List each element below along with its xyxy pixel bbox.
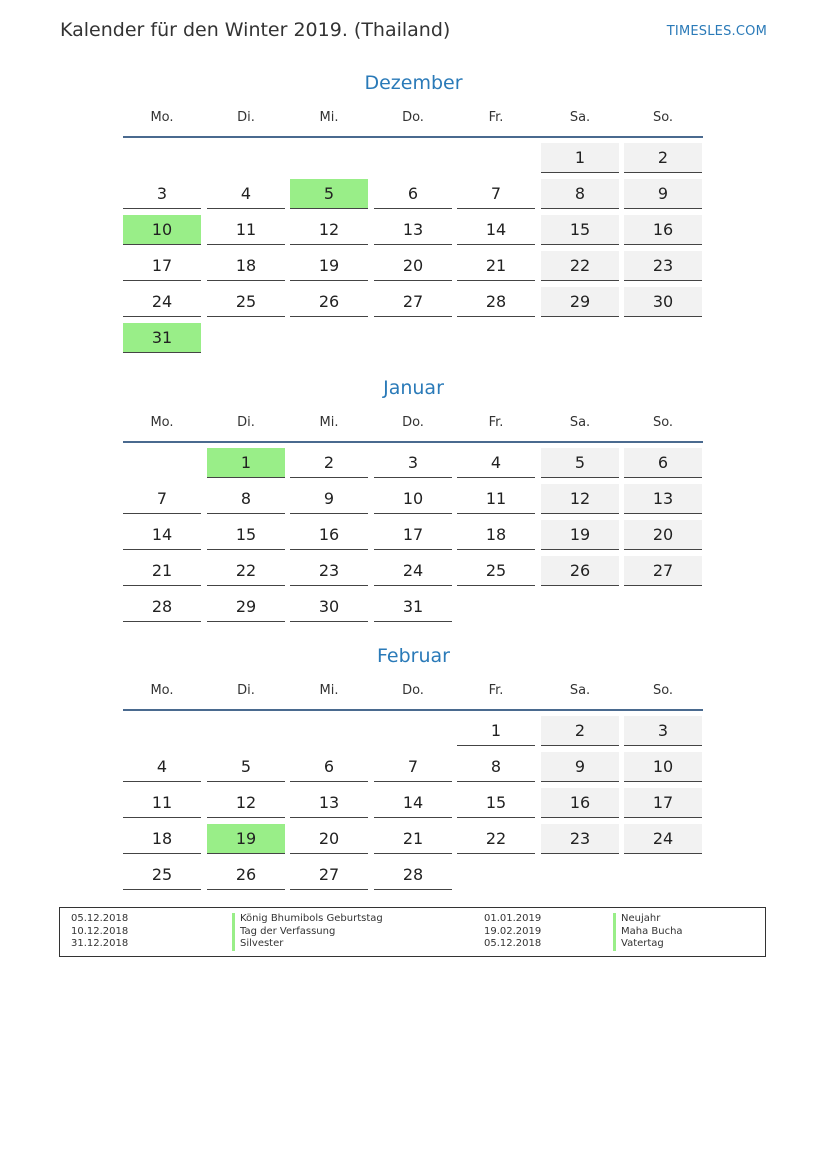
day-cell: 30 — [624, 287, 702, 317]
day-cell: 13 — [624, 484, 702, 514]
month-title: Februar — [377, 645, 450, 667]
day-cell: 11 — [457, 484, 535, 514]
day-cell: 13 — [374, 215, 452, 245]
day-cell: 3 — [374, 448, 452, 478]
legend-holiday-name: König Bhumibols Geburtstag — [232, 913, 383, 926]
weekday-label: Fr. — [488, 683, 504, 698]
day-cell: 9 — [624, 179, 702, 209]
weekday-label: Mi. — [319, 110, 339, 125]
day-cell: 3 — [624, 716, 702, 746]
legend-holiday-name: Tag der Verfassung — [232, 926, 383, 939]
day-cell: 22 — [457, 824, 535, 854]
day-cell: 27 — [374, 287, 452, 317]
weekday-label: So. — [652, 415, 674, 430]
day-cell: 12 — [541, 484, 619, 514]
day-cell: 16 — [541, 788, 619, 818]
weekday-header — [123, 110, 703, 130]
day-cell: 21 — [457, 251, 535, 281]
weekday-label: Do. — [402, 415, 424, 430]
day-cell: 24 — [374, 556, 452, 586]
legend-holiday-name: Silvester — [232, 938, 383, 951]
day-cell: 29 — [541, 287, 619, 317]
day-cell: 18 — [457, 520, 535, 550]
day-cell: 20 — [374, 251, 452, 281]
day-cell: 21 — [374, 824, 452, 854]
day-cell: 23 — [624, 251, 702, 281]
day-cell-holiday: 5 — [290, 179, 368, 209]
day-cell: 7 — [374, 752, 452, 782]
day-cell: 11 — [123, 788, 201, 818]
day-cell: 2 — [541, 716, 619, 746]
day-cell: 2 — [290, 448, 368, 478]
day-cell: 19 — [290, 251, 368, 281]
day-cell: 23 — [290, 556, 368, 586]
day-cell-holiday: 10 — [123, 215, 201, 245]
day-cell: 3 — [123, 179, 201, 209]
weekday-label: Mo. — [150, 683, 174, 698]
weekday-label: Mo. — [150, 415, 174, 430]
legend-holiday-name: Maha Bucha — [613, 926, 683, 939]
day-cell: 15 — [541, 215, 619, 245]
legend-names-right — [613, 913, 683, 951]
day-cell-holiday: 1 — [207, 448, 285, 478]
day-cell: 25 — [457, 556, 535, 586]
month-block — [0, 375, 827, 616]
day-cell: 26 — [290, 287, 368, 317]
legend-date: 31.12.2018 — [71, 938, 129, 950]
day-cell: 30 — [290, 592, 368, 622]
legend-date: 05.12.2018 — [71, 913, 129, 924]
day-cell: 12 — [290, 215, 368, 245]
day-cell: 27 — [624, 556, 702, 586]
legend-dates-right — [484, 913, 541, 951]
day-cell: 1 — [541, 143, 619, 173]
day-cell: 4 — [123, 752, 201, 782]
day-cell: 11 — [207, 215, 285, 245]
day-cell: 28 — [123, 592, 201, 622]
header-rule — [123, 441, 703, 443]
day-cell: 6 — [374, 179, 452, 209]
day-cell: 1 — [457, 716, 535, 746]
day-cell: 10 — [624, 752, 702, 782]
day-cell: 22 — [541, 251, 619, 281]
day-cell: 28 — [374, 860, 452, 890]
weekday-label: Sa. — [569, 110, 591, 125]
day-cell: 19 — [541, 520, 619, 550]
month-block — [0, 643, 827, 884]
legend-date: 05.12.2018 — [484, 938, 542, 950]
legend-holiday-name: Vatertag — [613, 938, 683, 951]
day-cell: 31 — [374, 592, 452, 622]
day-cell: 9 — [290, 484, 368, 514]
weekday-label: Sa. — [569, 683, 591, 698]
weekday-label: Sa. — [569, 415, 591, 430]
weekday-label: Do. — [402, 110, 424, 125]
day-cell: 6 — [290, 752, 368, 782]
legend-date: 19.02.2019 — [484, 925, 542, 937]
day-cell: 13 — [290, 788, 368, 818]
day-cell-holiday: 19 — [207, 824, 285, 854]
weekday-label: So. — [652, 110, 674, 125]
day-cell: 17 — [374, 520, 452, 550]
day-cell: 14 — [123, 520, 201, 550]
month-block — [0, 70, 827, 347]
weekday-label: Di. — [237, 683, 255, 698]
day-cell: 8 — [457, 752, 535, 782]
weekday-label: Do. — [402, 683, 424, 698]
month-title: Januar — [383, 377, 444, 399]
day-cell: 17 — [123, 251, 201, 281]
weekday-label: Fr. — [488, 110, 504, 125]
day-cell: 16 — [290, 520, 368, 550]
day-cell: 4 — [207, 179, 285, 209]
day-cell: 18 — [207, 251, 285, 281]
day-cell: 8 — [541, 179, 619, 209]
day-cell: 15 — [207, 520, 285, 550]
weekday-label: Fr. — [488, 415, 504, 430]
weekday-label: Mi. — [319, 415, 339, 430]
day-cell: 28 — [457, 287, 535, 317]
day-cell: 14 — [374, 788, 452, 818]
weekday-label: Mo. — [150, 110, 174, 125]
page-title: Kalender für den Winter 2019. (Thailand) — [60, 19, 451, 41]
site-link[interactable]: TIMESLES.COM — [666, 24, 767, 39]
day-cell: 16 — [624, 215, 702, 245]
day-cell: 7 — [457, 179, 535, 209]
day-cell: 24 — [624, 824, 702, 854]
day-cell: 4 — [457, 448, 535, 478]
legend-names-left — [232, 913, 383, 951]
day-cell: 26 — [207, 860, 285, 890]
legend-holiday-name: Neujahr — [613, 913, 683, 926]
day-cell: 12 — [207, 788, 285, 818]
legend-dates-left — [71, 913, 128, 951]
day-cell: 24 — [123, 287, 201, 317]
weekday-label: So. — [652, 683, 674, 698]
day-cell: 20 — [290, 824, 368, 854]
day-cell: 25 — [123, 860, 201, 890]
day-cell: 22 — [207, 556, 285, 586]
weekday-header — [123, 683, 703, 703]
legend-date: 10.12.2018 — [71, 925, 129, 937]
legend-date: 01.01.2019 — [484, 913, 542, 924]
day-cell: 27 — [290, 860, 368, 890]
day-cell: 7 — [123, 484, 201, 514]
header-rule — [123, 709, 703, 711]
day-cell: 2 — [624, 143, 702, 173]
weekday-label: Di. — [237, 110, 255, 125]
day-cell: 21 — [123, 556, 201, 586]
day-cell: 25 — [207, 287, 285, 317]
holiday-legend — [59, 907, 766, 957]
day-cell-holiday: 31 — [123, 323, 201, 353]
day-cell: 6 — [624, 448, 702, 478]
weekday-header — [123, 415, 703, 435]
day-cell: 9 — [541, 752, 619, 782]
day-cell: 17 — [624, 788, 702, 818]
day-cell: 5 — [207, 752, 285, 782]
day-cell: 23 — [541, 824, 619, 854]
day-cell: 5 — [541, 448, 619, 478]
day-cell: 18 — [123, 824, 201, 854]
day-cell: 29 — [207, 592, 285, 622]
month-title: Dezember — [364, 72, 463, 94]
day-cell: 8 — [207, 484, 285, 514]
day-cell: 10 — [374, 484, 452, 514]
weekday-label: Di. — [237, 415, 255, 430]
day-cell: 26 — [541, 556, 619, 586]
day-cell: 15 — [457, 788, 535, 818]
weekday-label: Mi. — [319, 683, 339, 698]
day-cell: 20 — [624, 520, 702, 550]
header-rule — [123, 136, 703, 138]
day-cell: 14 — [457, 215, 535, 245]
